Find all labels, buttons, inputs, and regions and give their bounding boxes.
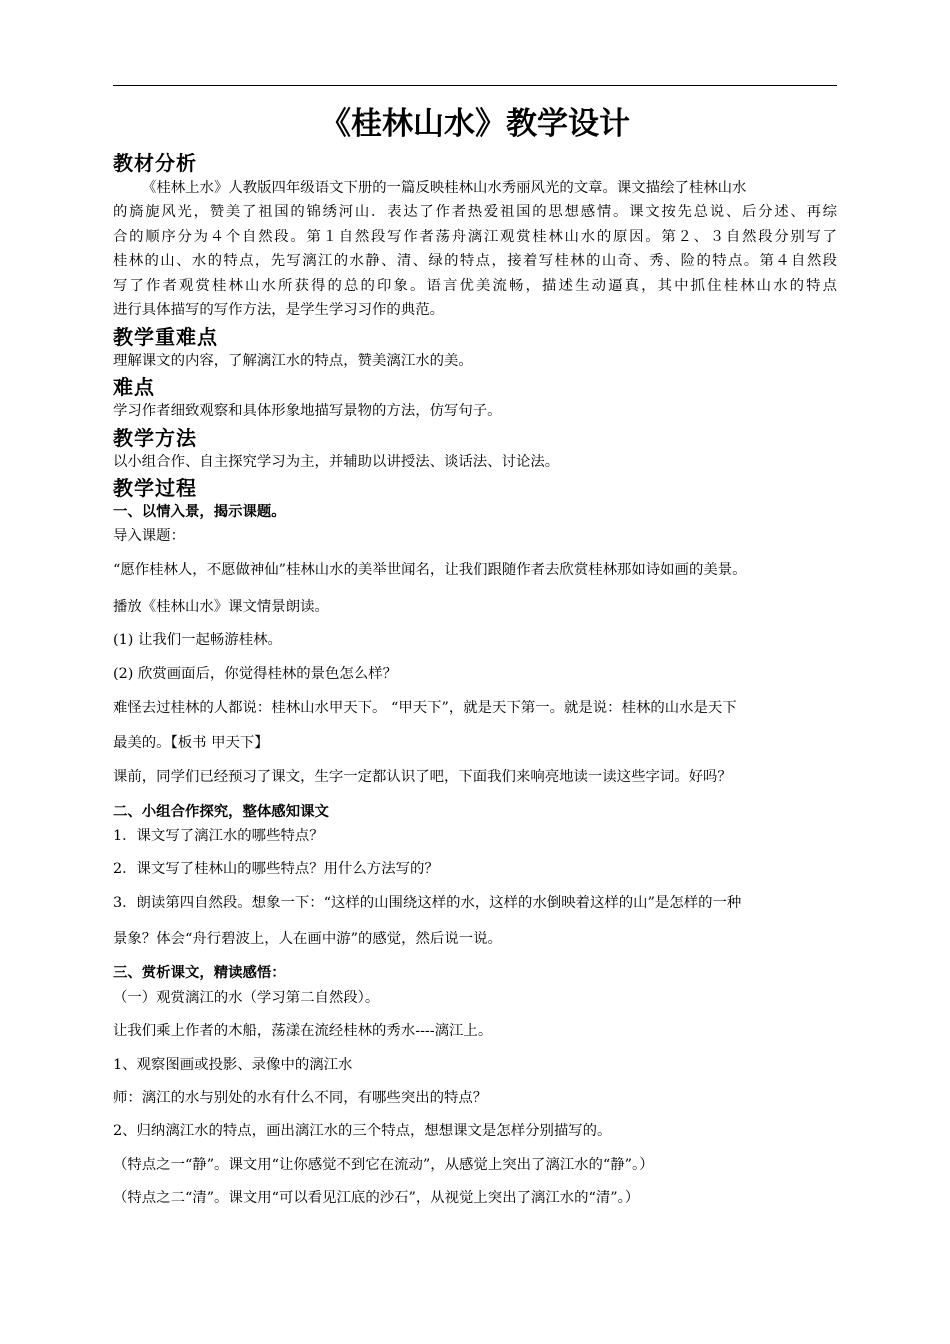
subheading-part2: 二、小组合作探究，整体感知课文 <box>113 803 329 820</box>
paragraph-line: （一）观赏漓江的水（学习第二自然段）。 <box>113 990 380 1006</box>
paragraph-line: 3．朗读第四自然段。想象一下：“这样的山围绕这样的水，这样的水倒映着这样的山”是怎样的一种 <box>113 895 742 911</box>
subheading-part1: 一、以情入景，揭示课题。 <box>113 503 286 520</box>
heading-process: 教学过程 <box>113 476 197 500</box>
document-title: 《桂林山水》教学设计 <box>320 106 630 142</box>
paragraph-line: 合的顺序分为４个自然段。第１自然段写作者荡舟漓江观赏桂林山水的原因。第２、３自然段分别写了 <box>113 229 837 245</box>
paragraph-line: 1．课文写了漓江水的哪些特点？ <box>113 828 324 844</box>
subheading-part3: 三、赏析课文，精读感悟： <box>113 964 286 981</box>
paragraph-line: “愿作桂林人，不愿做神仙”桂林山水的美举世闻名，让我们跟随作者去欣赏桂林那如诗如画的美景。 <box>113 562 747 578</box>
paragraph-line: 理解课文的内容，了解漓江水的特点，赞美漓江水的美。 <box>113 353 473 369</box>
paragraph-line: 进行具体描写的写作方法，是学生学习习作的典范。 <box>113 302 444 318</box>
paragraph-line: 师：漓江的水与别处的水有什么不同，有哪些突出的特点？ <box>113 1090 488 1106</box>
paragraph-line: （特点之一“静”。课文用“让你感觉不到它在流动”，从感觉上突出了漓江水的“静”。） <box>113 1157 654 1173</box>
paragraph-line: 的旖旎风光，赞美了祖国的锦绣河山．表达了作者热爱祖国的思想感情。课文按先总说、后分述、再综 <box>113 204 837 220</box>
paragraph-line: 学习作者细致观察和具体形象地描写景物的方法，仿写句子。 <box>113 403 502 419</box>
heading-method: 教学方法 <box>113 426 197 450</box>
heading-key-points: 教学重难点 <box>113 325 218 349</box>
paragraph-line: 桂林的山、水的特点，先写漓江的水静、清、绿的特点，接着写桂林的山奇、秀、险的特点。第４自然段 <box>113 253 837 269</box>
paragraph-line: (2) 欣赏画面后，你觉得桂林的景色怎么样？ <box>113 666 397 682</box>
paragraph-line: 写了作者观赏桂林山水所获得的总的印象。语言优美流畅，描述生动逼真，其中抓住桂林山水的特点 <box>113 278 837 294</box>
paragraph-line: （特点之二“清”。课文用“可以看见江底的沙石”，从视觉上突出了漓江水的“清”。） <box>113 1190 640 1206</box>
paragraph-line: (1) 让我们一起畅游桂林。 <box>113 632 282 648</box>
paragraph-line: 1、观察图画或投影、录像中的漓江水 <box>113 1057 353 1073</box>
paragraph-line: 景象？体会“舟行碧波上，人在画中游”的感觉，然后说一说。 <box>113 931 502 947</box>
paragraph-line: 导入课题： <box>113 528 185 544</box>
paragraph-line: 2、归纳漓江水的特点，画出漓江水的三个特点，想想课文是怎样分别描写的。 <box>113 1123 612 1139</box>
paragraph-line: 最美的。【板书 甲天下】 <box>113 735 269 751</box>
paragraph-line: 《桂林上水》人教版四年级语文下册的一篇反映桂林山水秀丽风光的文章。课文描绘了桂林山水 <box>142 180 747 196</box>
heading-material-analysis: 教材分析 <box>113 151 197 175</box>
paragraph-line: 播放《桂林山水》课文情景朗读。 <box>113 599 329 615</box>
paragraph-line: 让我们乘上作者的木船，荡漾在流经桂林的秀水----漓江上。 <box>113 1023 493 1039</box>
paragraph-line: 难怪去过桂林的人都说：桂林山水甲天下。 “甲天下”，就是天下第一。就是说：桂林的山水是天下 <box>113 700 737 716</box>
header-rule <box>113 85 837 86</box>
paragraph-line: 2．课文写了桂林山的哪些特点？用什么方法写的？ <box>113 861 439 877</box>
paragraph-line: 以小组合作、自主探究学习为主，并辅助以讲授法、谈话法、讨论法。 <box>113 454 560 470</box>
paragraph-line: 课前，同学们已经预习了课文，生字一定都认识了吧，下面我们来响亮地读一读这些字词。好吗？ <box>113 769 732 785</box>
heading-difficulty: 难点 <box>113 375 155 399</box>
